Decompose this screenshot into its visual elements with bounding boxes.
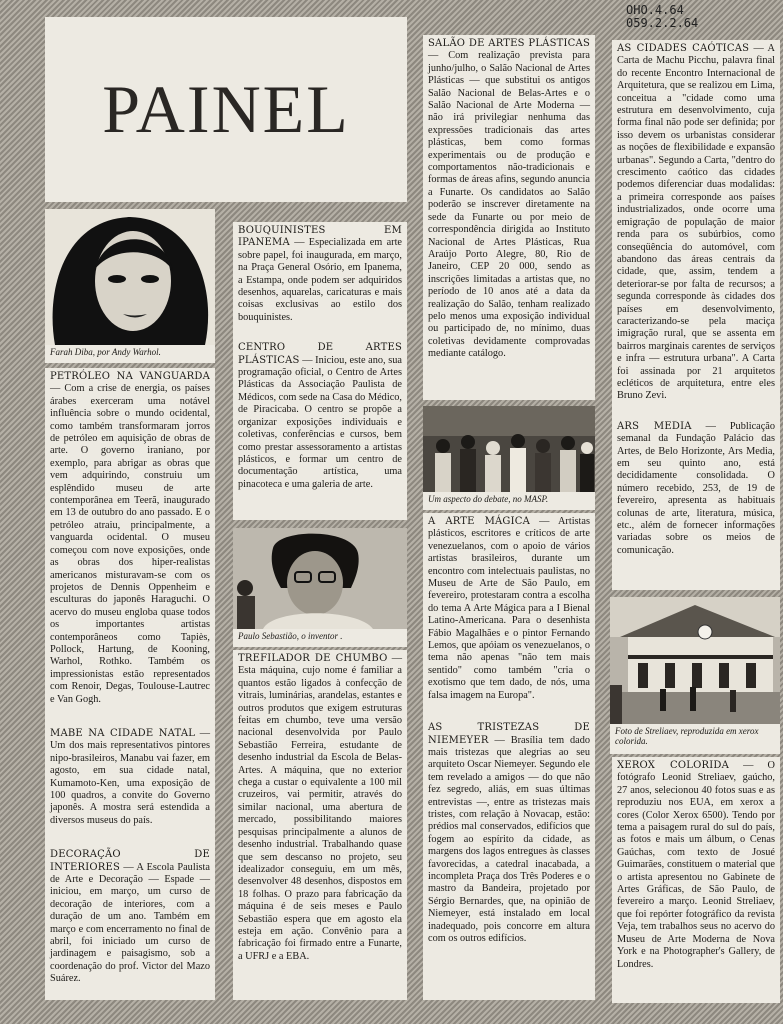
column-3-top-articles xyxy=(423,35,595,400)
article-body: — Publicação semanal da Fundação Palácio das Artes, de Belo Horizonte, Ars Media, em seu quinto ano, está decididamente consolidada. O número recebido, 253, de 19 de fevereiro, apresenta as habituais colunas de arte, literatura, música, etc., além de fornecer informações variadas sobre os meios de comunicação. xyxy=(617,420,776,556)
article-ars-media xyxy=(617,421,775,557)
article-decoracao xyxy=(50,849,210,985)
article-body: — Esta máquina, cujo nome é familiar a quantos estão ligados à confecção de vitrais, luminárias, arandelas, estantes e outros produtos que exigem estruturas feitas em chumbo, teve uma versão nacional desenvolvida por Paulo Sebastião Ferreira, estudante de desenho industrial da Escola de Belas-Artes. A máquina, que no exterior chega a custar o equivalente a 100 mil cruzeiros, vai permitir, através do similar nacional, uma abertura de mercado, possibilitando maiores pesquisas principalmente a alunos de desenho industrial. Trabalhando quase que sem descanso no projeto, seu idealizador conseguiu, em um mês, desenvolver 48 desenhos, dispostos em 18 folhas. O prazo para fabricação da máquina é de seis meses e Paulo Sebastião espera que em agosto ela esteja em ação. Convênio para a fabricação foi firmado entre a Funarte, a UFRJ e a EBA. xyxy=(238,653,402,962)
article-headline: A ARTE MÁGICA xyxy=(428,516,531,527)
article-headline: ARS MEDIA xyxy=(617,420,692,432)
article-body: — Especializada em arte sobre papel, foi inaugurada, em março, na Praça General Osório, em Ipanema, a Estampa, onde podem ser adquiridos desenhos, aquarelas, caricaturas e mais coisas exclusivas ao estilo dos bouquinistes. xyxy=(238,237,402,323)
column-1-articles xyxy=(45,368,215,1000)
stamp-line-1: OHO.4.64 xyxy=(626,3,684,17)
article-arte-magica xyxy=(428,516,590,702)
column-4-bottom-articles xyxy=(612,757,780,1003)
farah-diba-portrait xyxy=(45,209,215,345)
article-petroleo xyxy=(50,371,210,706)
article-headline: BOUQUINISTES EM IPANEMA xyxy=(238,225,402,249)
article-body: — Um dos mais representativos pintores nipo-brasileiros, Manabu vai fazer, em agosto, em sua cidade natal, Kumamoto-Ken, uma exposição de 100 quadros, a convite do Governo japonês. A mostra será estendida a diversos museus do país. xyxy=(50,727,210,826)
article-body: — O fotógrafo Leonid Streliaev, gaúcho, 27 anos, selecionou 40 fotos suas e as reproduziu nos EUA, em xerox a cores (Color Xerox 6500). Tendo por tema a paisagem rural do sul do país, as fotos e mais um álbum, o Cenas Gaúchas, com texto de Josué Guimarães, constituem o material que o artista apresentou no Gabinete de Artes Gráficas, de São Paulo, de fevereiro a março. Leonid Streliaev, que foi repórter fotográfico da revista Veja, tem trabalhos seus no acervo do Museu de Arte Moderna de Nova York e na Photographer's Gallery, de Londres. xyxy=(617,760,775,970)
column-2-bottom-articles xyxy=(233,650,407,1000)
streliaev-photo xyxy=(610,597,780,724)
article-body: — Artistas plásticos, escritores e críticos de arte venezuelanos, com o apoio de vários artistas brasileiros, durante um encontro com intelectuais paulistas, no Museu de Arte de São Paulo, em fevereiro, protestaram contra a escolha do tema A Arte Mágica para a I Bienal Latino-Americana. Para o desenhista Fábio Magalhães e o pintor Fernando Lemos, que apóiam os venezuelanos, o tema não apenas "não tem mais sentido" como também "cria o exotismo que tem dado, de nós, uma falsa imagem na Europa". xyxy=(428,516,590,701)
article-body: — Com a crise de energia, os países árabes exerceram uma notável influência sobre o mundo ocidental, como também transformaram jorros de petróleo em aquisição de obras de arte. O governo iraniano, por exemplo, para abrigar as obras que vem adquirindo, construiu um esplêndido museu de arte contemporânea em Teerã, inaugurado em 13 de outubro do ano passado. E o petróleo atraiu, principalmente, a vanguarda ocidental. O museu começou com nove exposições, onde as obras dos hiper-realistas americanos misturavam-se com os projetos de Dennis Oppenheim e esculturas do japonês Haraguchi. O acervo do museu engloba quase todos os importantes artistas contemporâneos como Tapiès, Pollock, Hartung, de Kooning, Warhol, Rothko. Também os impressionistas estão representados com Renoir, Degas, Toulouse-Lautrec e Van Gogh. xyxy=(50,383,210,705)
article-headline: AS TRISTEZAS DE NIEMEYER xyxy=(428,722,590,746)
article-mabe xyxy=(50,728,210,827)
rural-building-illustration xyxy=(610,597,780,724)
article-body: — A Escola Paulista de Arte e Decoração — Espade — iniciou, em março, um curso de decoração de interiores, com a duração de um ano. Também em março e com encerramento no final de abril, foi iniciado um curso de jardinagem e paisagismo, sob a coordenação do prof. Victor del Mazo Suárez. xyxy=(50,861,210,985)
inventor-photo-illustration xyxy=(233,528,407,629)
article-headline: SALÃO DE ARTES PLÁSTICAS xyxy=(428,38,590,49)
masp-caption: Um aspecto do debate, no MASP. xyxy=(423,492,595,510)
streliaev-caption: Foto de Streliaev, reproduzida em xerox colorida. xyxy=(610,724,780,754)
farah-caption: Farah Diba, por Andy Warhol. xyxy=(45,345,215,363)
article-headline: MABE NA CIDADE NATAL xyxy=(50,727,196,739)
article-headline: TREFILADOR DE CHUMBO xyxy=(238,653,388,664)
article-body: — Com realização prevista para junho/julho, o Salão Nacional de Artes Plásticas — que substitui os antigos Salão Nacional de Belas-Artes e o Salão Nacional de Arte Moderna — não irá privilegiar nenhuma das expressões tradicionais das artes plásticas, bem como formas experimentais ou de produção e comportamentos não-tradicionais e formas de áreas afins, segundo anuncia a Funarte. Os candidatos ao Salão poderão se inscrever diretamente na sede da Funarte ou por meio de correspondência dirigida ao Instituto Nacional de Artes Plásticas, Rua Araújo Porto Alegre, 80, Rio de Janeiro, CEP 20 000, sendo as inscrições limitadas a artistas que, no período de 10 anos até a data da realização do Salão, tenham realizado pelo menos uma exposição individual ou participado de, no mínimo, duas coletivas devidamente comprovadas mediante catálogo. xyxy=(428,50,590,360)
article-xerox xyxy=(617,760,775,971)
article-headline: XEROX COLORIDA xyxy=(617,760,730,771)
article-headline: CENTRO DE ARTES PLÁSTICAS xyxy=(238,342,402,366)
archive-stamp xyxy=(626,4,698,30)
paulo-sebastiao-photo xyxy=(233,528,407,629)
article-body: — Brasília tem dado mais tristezas que alegrias ao seu arquiteto Oscar Niemeyer. Segundo ele tem revelado a amigos — do que não fez segredo, aliás, em suas últimas entrevistas —, entre as tristezas mais tristes, com relação à Novacap, estão: prédios mal conservados, edifícios que fogem ao espírito da cidade, as margens dos lagos entregues às classes favorecidas, a catedral inacabada, a incompleta Praça dos Três Poderes e o mastro da Bandeira, projetado por Sérgio Bernardes, que, na opinião de Niemeyer, está instalado em local inadequado, pois concorre em altura com os outros edifícios. xyxy=(428,734,590,944)
article-body: — A Carta de Machu Picchu, palavra final do recente Encontro Internacional de Arquitetura, que se realizou em Lima, conceitua a "cidade como uma estrutura em desenvolvimento, cuja forma final não pode ser definida; por isso devem os urbanistas considerar as noções de flexibilidade e expansão urbanas". Segundo a Carta, "dentro do crescimento caótico das cidades podemos diferenciar duas modalidas: a primeira corresponde aos países industrializados, onde ocorre uma emigração de população de maior renda para os subúrbios, como conseqüência do automóvel, com abandono das áreas centrais da cidade, que, assim, tendem a deteriorar-se por falta de recursos; a segunda corresponde às cidades dos países em desenvolvimento, caracterizando-se pela maciça imigração rural, que se assenta em bairros marginais carentes de serviços e infra — estrutura urbana". A Carta foi assinada por 21 arquitetos ecléticos de arquitetura, entre eles Bruno Zevi. xyxy=(617,43,775,402)
article-cidades-caoticas xyxy=(617,43,775,403)
warhol-portrait-illustration xyxy=(45,209,215,345)
title-panel xyxy=(45,17,407,202)
column-4-top-articles xyxy=(612,40,780,590)
article-centro-artes xyxy=(238,342,402,491)
column-3-bottom-articles xyxy=(423,513,595,1000)
stamp-line-2: 059.2.2.64 xyxy=(626,16,699,30)
article-niemeyer xyxy=(428,722,590,945)
paulo-caption: Paulo Sebastião, o inventor . xyxy=(233,629,407,647)
article-body: — Iniciou, este ano, sua programação oficial, o Centro de Artes Plásticas da Associação Paulista de Médicos, com sede na Casa do Médico, de Piracicaba. O centro se propõe a organizar exposições individuais e coletivas, conferências e cursos, bem como prestar assessoramento a artistas plásticos, e formar um centro de documentação artística, uma pinacoteca e uma galeria de arte. xyxy=(238,354,402,490)
masp-debate-photo xyxy=(423,406,595,492)
article-headline: AS CIDADES CAÓTICAS xyxy=(617,43,750,54)
column-2-top-articles xyxy=(233,222,407,520)
article-salao xyxy=(428,38,590,361)
article-bouquinistes xyxy=(238,225,402,324)
article-headline: DECORAÇÃO DE INTERIORES xyxy=(50,849,210,873)
article-headline: PETRÓLEO NA VANGUARDA xyxy=(50,371,210,382)
article-trefilador xyxy=(238,653,402,963)
debate-crowd-illustration xyxy=(423,406,595,492)
page-title: PAINEL xyxy=(102,71,350,147)
